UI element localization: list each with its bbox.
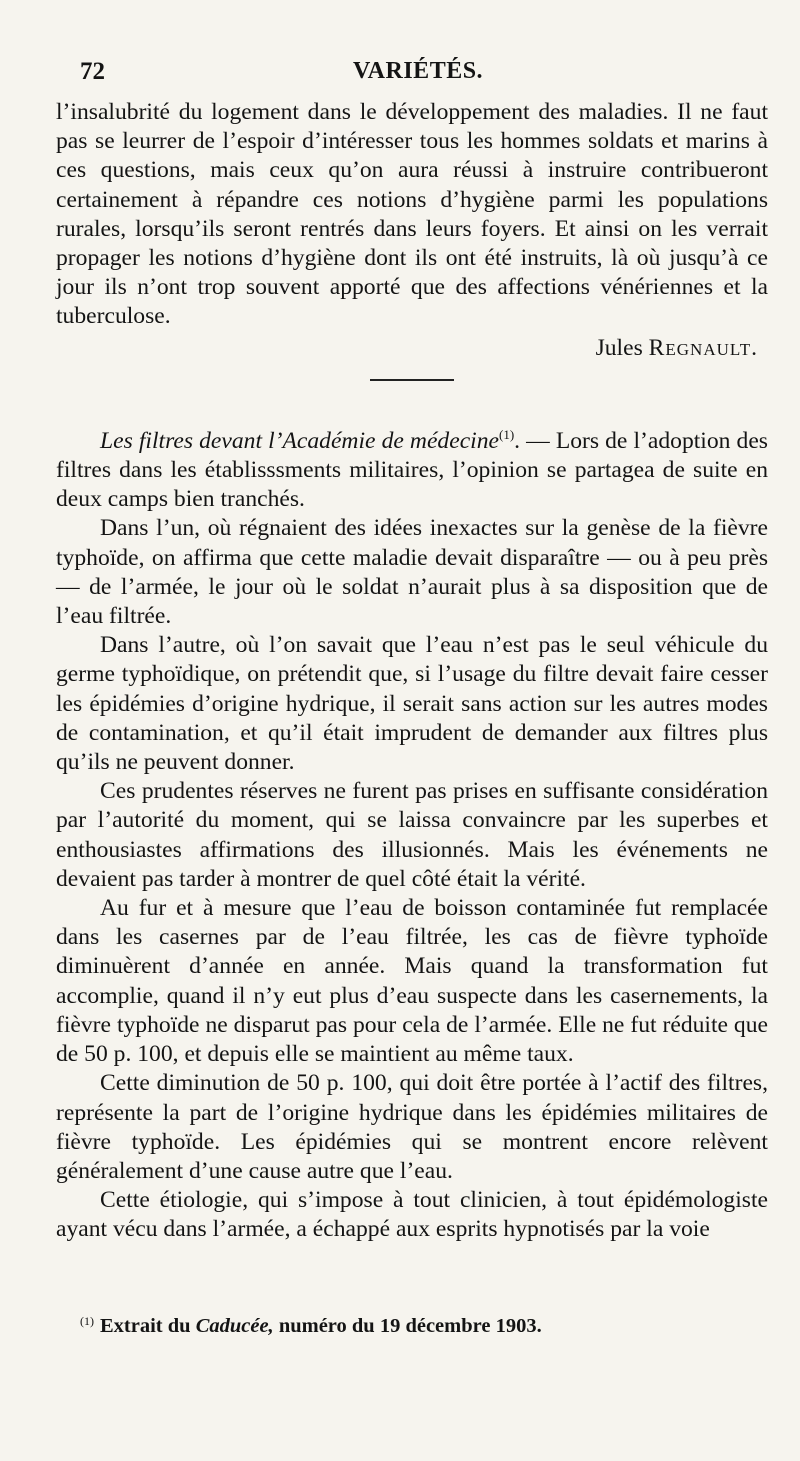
footnote-prefix: Extrait du	[100, 1315, 191, 1337]
article-2-lead-text: . — Lors de l’adoption des filtres dans les établisssments militaires, l’opinion se partagea de suite en deux camps bien tranchés.	[56, 427, 768, 513]
article-2-lead-paragraph	[56, 427, 768, 515]
author-signature	[56, 334, 758, 363]
article-2-paragraph: Ces prudentes réserves ne furent pas prises en suffisante considération par l’autorité du moment, qui se laissa convaincre par les superbes et enthousiastes affirmations des illusionnés. Mais les événements ne devaient pas tarder à montrer de quel côté était la vérité.	[56, 778, 768, 892]
article-1-paragraph: l’insalubrité du logement dans le développement des maladies. Il ne faut pas se leurrer de l’espoir d’intéresser tous les hommes soldats et marins à ces questions, mais ceux qu’on aura réussi à instruire contribueront certainement à répandre ces notions d’hygiène parmi les populations rurales, lorsqu’ils seront rentrés dans leurs foyers. Et ainsi on les verrait propager les notions d’hygiène dont ils ont été instruits, là où jusqu’à ce jour ils n’ont trop souvent apporté que des affections vénériennes et la tuberculose.	[56, 99, 768, 330]
article-2-paragraph: Dans l’autre, où l’on savait que l’eau n’est pas le seul véhicule du germe typhoïdique, on prétendit que, si l’usage du filtre devait faire cesser les épidémies d’origine hydrique, il serait sans action sur les autres modes de contamination, et qu’il était imprudent de demander aux filtres plus qu’ils ne peuvent donner.	[56, 632, 768, 776]
section-separator	[370, 379, 454, 381]
page-body	[56, 98, 768, 1245]
footnote-mark: (1)	[80, 1314, 94, 1328]
footnote-reference: (1)	[499, 426, 515, 442]
article-2-paragraph: Cette étiologie, qui s’impose à tout clinicien, à tout épidémologiste ayant vécu dans l’armée, a échappé aux esprits hypnotisés par la voie	[56, 1187, 768, 1243]
footnote-suffix: numéro du 19 décembre 1903.	[278, 1315, 542, 1337]
article-2-title: Les filtres devant l’Académie de médecine	[100, 427, 499, 454]
page-number: 72	[80, 58, 105, 85]
page-header	[80, 58, 756, 98]
signature-first-name: Jules	[595, 334, 643, 361]
article-2-paragraph: Dans l’un, où régnaient des idées inexactes sur la genèse de la fièvre typhoïde, on affirma que cette maladie devait disparaître — ou à peu près — de l’armée, le jour où le soldat n’aurait plus à sa disposition que de l’eau filtrée.	[56, 515, 768, 630]
running-head: VARIÉTÉS.	[352, 58, 484, 84]
signature-last-name: Regnault.	[648, 334, 758, 361]
article-2-paragraph: Au fur et à mesure que l’eau de boisson contaminée fut remplacée dans les casernes par de l’eau filtrée, les cas de fièvre typhoïde diminuèrent d’année en année. Mais quand la transformation fut accomplie, quand il n’y eut plus d’eau suspecte dans les casernements, la fièvre typhoïde ne disparut pas pour cela de l’armée. Elle ne fut réduite que de 50 p. 100, et depuis elle se maintient au même taux.	[56, 895, 768, 1068]
footnote	[80, 1314, 760, 1338]
article-2-paragraph: Cette diminution de 50 p. 100, qui doit être portée à l’actif des filtres, représente la part de l’origine hydrique dans les épidémies militaires de fièvre typhoïde. Les épidémies qui se montrent encore relèvent généralement d’une cause autre que l’eau.	[56, 1070, 768, 1184]
footnote-journal: Caducée,	[195, 1315, 274, 1337]
